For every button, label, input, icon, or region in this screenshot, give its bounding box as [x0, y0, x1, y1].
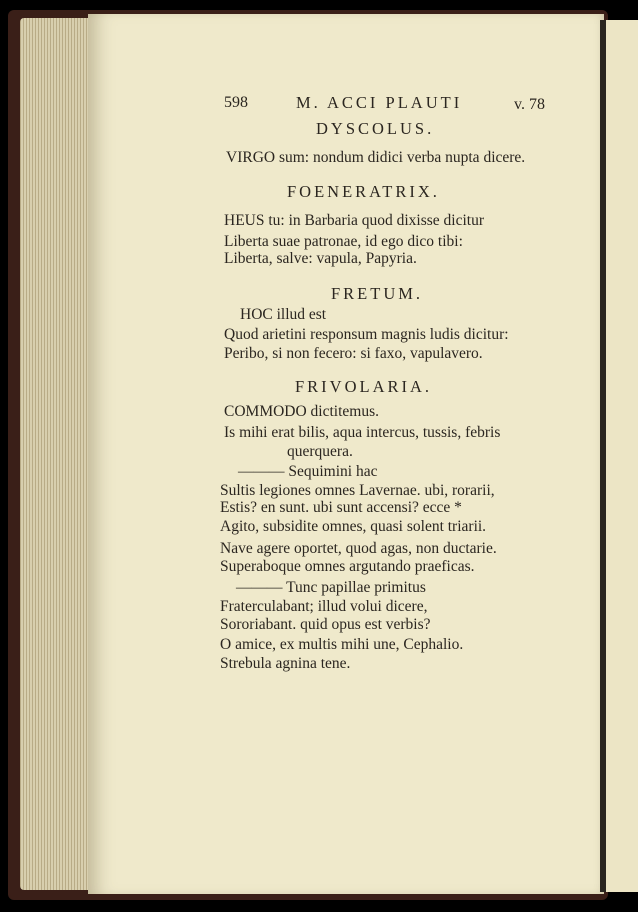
- fretum-line-2: Quod arietini responsum magnis ludis dicitur:: [224, 326, 509, 343]
- frivolaria-line-3: querquera.: [287, 443, 353, 460]
- facing-page-edge: [606, 20, 638, 892]
- foeneratrix-line-2: Liberta suae patronae, id ego dico tibi:: [224, 233, 463, 250]
- section-title-frivolaria: FRIVOLARIA.: [295, 377, 433, 396]
- section-title-foeneratrix: FOENERATRIX.: [287, 182, 440, 201]
- running-title: M. ACCI PLAUTI: [296, 93, 463, 112]
- frivolaria-line-9: Superaboque omnes argutando praeficas.: [220, 558, 475, 575]
- verse-reference: v. 78: [514, 96, 545, 113]
- frivolaria-line-1: COMMODO dictitemus.: [224, 403, 379, 420]
- frivolaria-line-4: ——— Sequimini hac: [238, 463, 378, 480]
- frivolaria-line-14: Strebula agnina tene.: [220, 655, 351, 672]
- frivolaria-line-13: O amice, ex multis mihi une, Cephalio.: [220, 636, 464, 653]
- page-number: 598: [224, 94, 248, 111]
- section-title-dyscolus: DYSCOLUS.: [316, 119, 435, 138]
- dyscolus-line-1: VIRGO sum: nondum didici verba nupta dicere.: [226, 149, 526, 166]
- frivolaria-line-7: Agito, subsidite omnes, quasi solent triarii.: [220, 518, 487, 535]
- frivolaria-line-11: Fraterculabant; illud volui dicere,: [220, 598, 428, 615]
- fretum-line-3: Peribo, si non fecero: si faxo, vapulavero.: [224, 345, 483, 362]
- fretum-line-1: HOC illud est: [240, 306, 327, 323]
- frivolaria-line-5: Sultis legiones omnes Lavernae. ubi, rorarii,: [220, 482, 495, 499]
- frivolaria-line-6: Estis? en sunt. ubi sunt accensi? ecce *: [220, 499, 462, 516]
- foeneratrix-line-3: Liberta, salve: vapula, Papyria.: [224, 250, 417, 267]
- foeneratrix-line-1: HEUS tu: in Barbaria quod dixisse dicitur: [224, 212, 485, 229]
- section-title-fretum: FRETUM.: [331, 284, 424, 303]
- frivolaria-line-8: Nave agere oportet, quod agas, non ductarie.: [220, 540, 497, 557]
- frivolaria-line-2: Is mihi erat bilis, aqua intercus, tussis, febris: [224, 424, 501, 441]
- frivolaria-line-10: ——— Tunc papillae primitus: [236, 579, 426, 596]
- frivolaria-line-12: Sororiabant. quid opus est verbis?: [220, 616, 431, 633]
